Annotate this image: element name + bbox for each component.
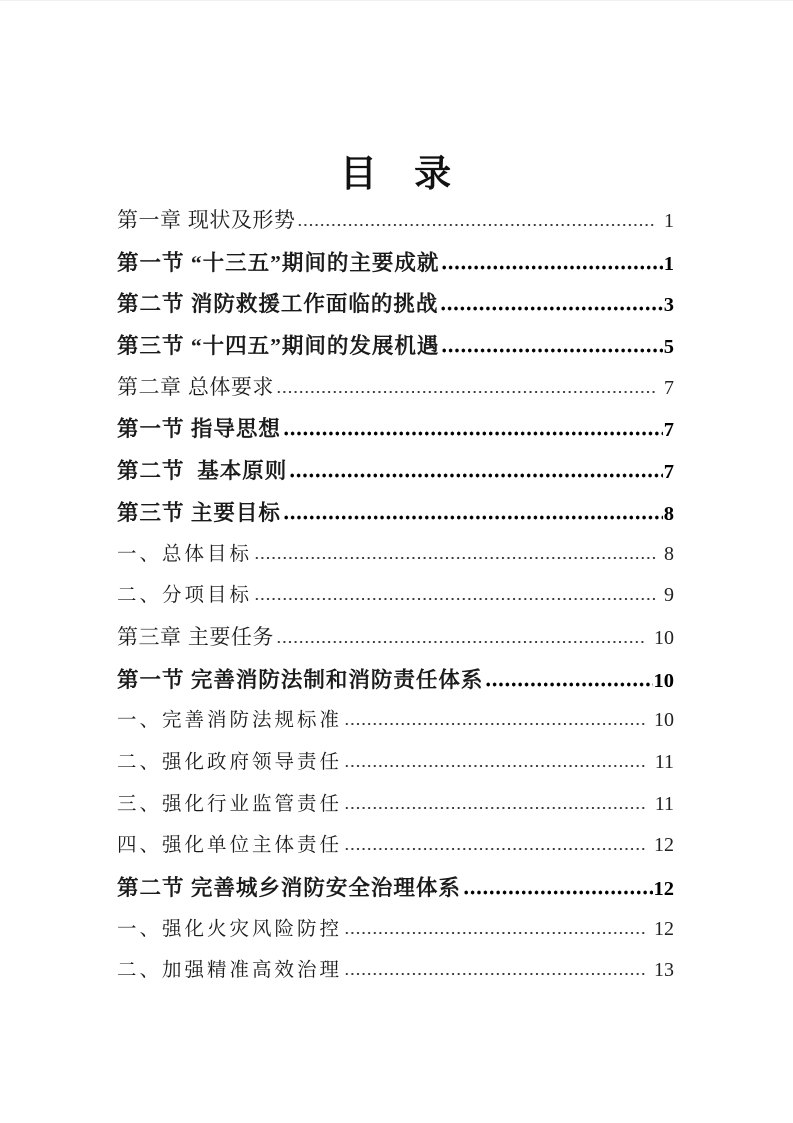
toc-entry	[117, 788, 674, 830]
dotted-leader	[441, 346, 662, 353]
dotted-leader	[283, 513, 663, 520]
toc-entry-label: 一、完善消防法规标准	[117, 710, 343, 732]
toc-entry-label: 第一章 现状及形势	[117, 209, 296, 232]
toc-entry	[117, 538, 674, 580]
dotted-leader	[440, 304, 662, 311]
toc-entry	[117, 579, 674, 621]
toc-entry-page: 8	[664, 542, 674, 565]
dotted-leader	[463, 888, 653, 895]
dotted-leader	[289, 471, 662, 478]
toc-entry-page: 11	[654, 792, 674, 815]
dotted-leader	[485, 680, 652, 687]
toc-entry-label: 二、强化政府领导责任	[117, 751, 343, 773]
toc-entry-label: 第一节 指导思想	[117, 417, 281, 442]
toc-entry	[117, 829, 674, 871]
dotted-leader	[283, 429, 663, 436]
toc-entry-page: 10	[654, 626, 674, 649]
toc-entry-page: 8	[663, 502, 674, 525]
toc-entry-label: 第三节 主要目标	[117, 500, 281, 525]
toc-entry-label: 第一节 “十三五”期间的主要成就	[117, 250, 440, 275]
toc-entry-label: 一、总体目标	[117, 543, 253, 565]
toc-entry	[117, 913, 674, 955]
toc-entry	[117, 496, 674, 538]
toc-entry	[117, 663, 674, 705]
toc-entry	[117, 329, 674, 371]
toc-entry-page: 10	[654, 709, 674, 732]
dotted-leader	[297, 220, 656, 227]
toc-entry-page: 10	[653, 669, 674, 692]
toc-entry-label: 一、强化火灾风险防控	[117, 918, 343, 940]
toc-entry-label: 第二节 完善城乡消防安全治理体系	[117, 876, 461, 900]
toc-entry	[117, 287, 674, 329]
toc-entry-label: 第二章 总体要求	[117, 375, 274, 399]
toc-entry	[117, 954, 674, 996]
toc-entry-label: 第二节 基本原则	[117, 459, 288, 484]
toc-entry	[117, 371, 674, 413]
toc-entry	[117, 204, 674, 246]
dotted-leader	[254, 553, 656, 560]
toc-entry-page: 7	[663, 419, 674, 442]
toc-entry-label: 第一节 完善消防法制和消防责任体系	[117, 667, 484, 692]
toc-entry-page: 7	[663, 461, 674, 484]
toc-entry-label: 三、强化行业监管责任	[117, 793, 343, 815]
toc-entry-page: 1	[664, 210, 674, 232]
dotted-leader	[344, 803, 647, 810]
toc-entry	[117, 246, 674, 288]
toc-entry-page: 3	[663, 294, 674, 317]
toc-entry-label: 二、加强精准高效治理	[117, 960, 343, 982]
toc-entry	[117, 412, 674, 454]
dotted-leader	[344, 761, 647, 768]
toc-entry-page: 12	[653, 878, 674, 900]
page-title: 目 录	[339, 154, 454, 195]
toc-entry-label: 第二节 消防救援工作面临的挑战	[117, 292, 439, 317]
toc-entry-label: 四、强化单位主体责任	[117, 835, 343, 857]
dotted-leader	[276, 637, 646, 644]
toc-entry	[117, 621, 674, 663]
toc-entry-page: 13	[654, 959, 674, 982]
toc-entry-page: 7	[664, 376, 674, 399]
toc-entry	[117, 454, 674, 496]
toc-entry-page: 12	[654, 917, 674, 940]
toc-entry-page: 5	[663, 336, 674, 359]
dotted-leader	[344, 844, 646, 851]
toc-entry	[117, 704, 674, 746]
dotted-leader	[276, 387, 656, 394]
toc-entry-label: 二、分项目标	[117, 585, 253, 607]
toc-entry-page: 9	[664, 584, 674, 607]
dotted-leader	[344, 969, 646, 976]
toc-entry-label: 第三节 “十四五”期间的发展机遇	[117, 334, 440, 359]
dotted-leader	[441, 263, 662, 270]
dotted-leader	[344, 719, 646, 726]
toc-entry-label: 第三章 主要任务	[117, 625, 274, 649]
toc-entry	[117, 746, 674, 788]
dotted-leader	[254, 594, 656, 601]
toc-entry-page: 11	[654, 750, 674, 773]
toc-entry	[117, 871, 674, 913]
dotted-leader	[344, 928, 646, 935]
toc-entry-page: 1	[663, 252, 674, 275]
toc-entry-page: 12	[654, 834, 674, 857]
toc-list	[117, 204, 674, 996]
